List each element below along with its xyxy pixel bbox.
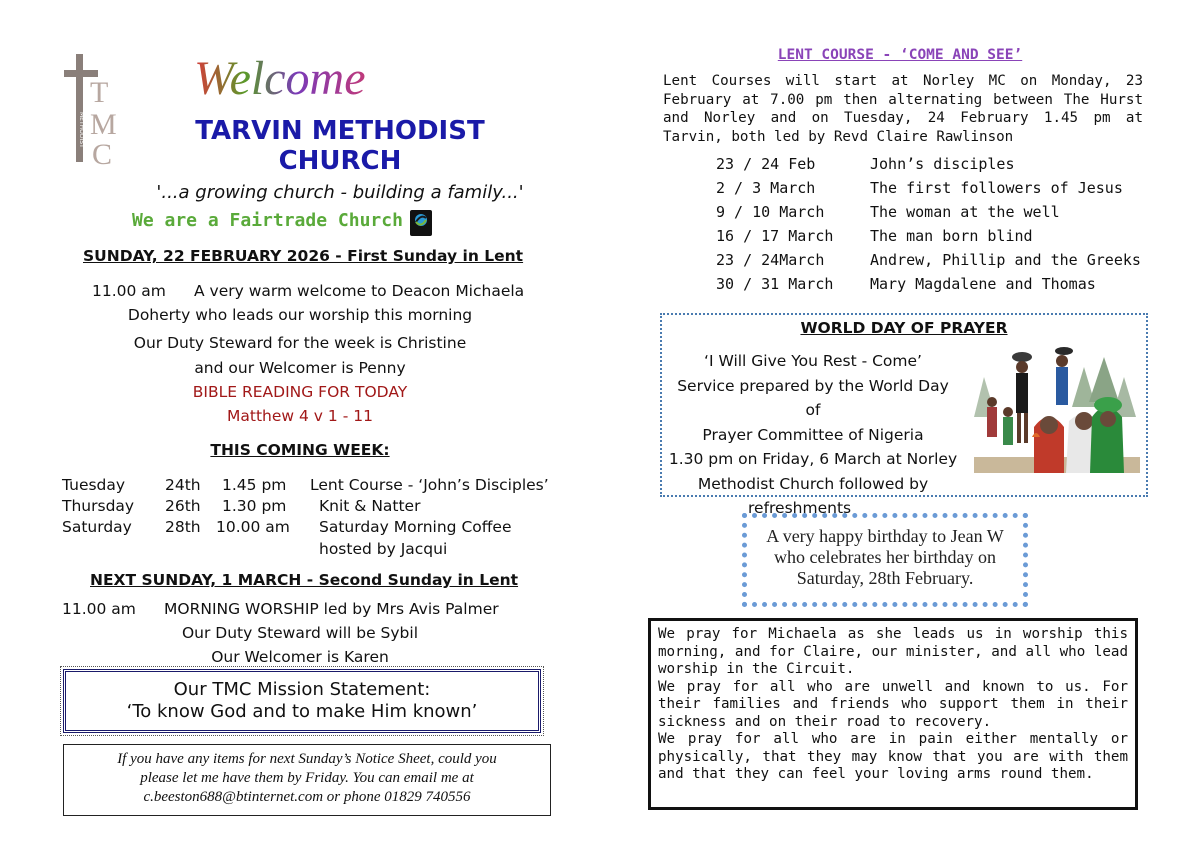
- world-day-line1: ‘I Will Give You Rest - Come’: [704, 352, 922, 370]
- svg-text:METHODIST: METHODIST: [78, 112, 85, 148]
- event-date: 26th: [165, 497, 201, 515]
- lent-session-topic: The woman at the well: [870, 203, 1060, 221]
- event-day: Tuesday: [62, 476, 126, 494]
- event-host: hosted by Jacqui: [319, 540, 448, 558]
- next-sunday-time: 11.00 am: [62, 600, 136, 618]
- lent-session-dates: 23 / 24 Feb: [716, 155, 816, 173]
- sunday-line1: A very warm welcome to Deacon Michaela: [194, 282, 525, 300]
- world-day-line2: Service prepared by the World Day of: [677, 376, 949, 419]
- lent-session-topic: The first followers of Jesus: [870, 179, 1123, 197]
- welcome-banner: [186, 42, 456, 112]
- prayer-paragraph: We pray for all who are unwell and known to us. For their families and friends who support them in their sickness and on their road to recovery.: [658, 678, 1128, 730]
- svg-text:T: T: [90, 76, 109, 109]
- church-name-line1: TARVIN METHODIST: [195, 116, 485, 146]
- fairtrade-icon: [410, 210, 432, 236]
- svg-text:C: C: [92, 138, 113, 167]
- birthday-line1: A very happy birthday to Jean W: [766, 526, 1004, 546]
- church-logo: [62, 52, 124, 167]
- welcome-word: Welcome: [194, 52, 366, 105]
- notice-sheet-box: [63, 744, 551, 816]
- lent-session-topic: Mary Magdalene and Thomas: [870, 275, 1096, 293]
- lent-session-topic: The man born blind: [870, 227, 1033, 245]
- week-heading: THIS COMING WEEK:: [210, 441, 390, 459]
- next-sunday-line1: MORNING WORSHIP led by Mrs Avis Palmer: [164, 600, 499, 618]
- notice-line3: c.beeston688@btinternet.com or phone 01829 740556: [143, 789, 471, 805]
- fairtrade-statement: We are a Fairtrade Church: [132, 210, 403, 231]
- next-sunday-line3: Our Welcomer is Karen: [211, 648, 389, 666]
- sunday-line3: Our Duty Steward for the week is Christine: [133, 334, 467, 352]
- church-name-line2: CHURCH: [278, 146, 402, 176]
- lent-session-dates: 2 / 3 March: [716, 179, 816, 197]
- notice-line2: please let me have them by Friday. You can email me at: [140, 770, 474, 786]
- mission-text: ‘To know God and to make Him known’: [126, 701, 478, 722]
- lent-session-dates: 23 / 24March: [716, 251, 825, 269]
- birthday-line2: who celebrates her birthday on: [774, 547, 996, 567]
- event-date: 28th: [165, 518, 201, 536]
- prayers-box: [648, 618, 1138, 810]
- notice-line1: If you have any items for next Sunday’s Notice Sheet, could you: [117, 751, 497, 767]
- world-day-text: [668, 349, 958, 521]
- birthday-line3: Saturday, 28th February.: [796, 568, 974, 588]
- event-day: Saturday: [62, 518, 132, 536]
- event-time: 1.45 pm: [222, 476, 287, 494]
- bible-reading-ref: Matthew 4 v 1 - 11: [227, 407, 373, 425]
- next-sunday-line2: Our Duty Steward will be Sybil: [181, 624, 419, 642]
- birthday-box: [742, 513, 1028, 607]
- world-day-title: WORLD DAY OF PRAYER: [800, 319, 1008, 337]
- tagline: '...a growing church - building a family...': [156, 182, 524, 203]
- sunday-time: 11.00 am: [92, 282, 166, 300]
- sunday-line4: and our Welcomer is Penny: [194, 359, 406, 377]
- lent-session-dates: 16 / 17 March: [716, 227, 834, 245]
- world-day-line3: Prayer Committee of Nigeria: [702, 425, 924, 444]
- lent-session-topic: Andrew, Phillip and the Greeks: [870, 251, 1141, 269]
- event-date: 24th: [165, 476, 201, 494]
- world-day-line5: Methodist Church followed by: [697, 474, 929, 493]
- church-name: [150, 116, 530, 176]
- event-name: Lent Course - ‘John’s Disciples’: [310, 476, 549, 494]
- lent-course-intro: Lent Courses will start at Norley MC on Monday, 23 February at 7.00 pm then alternating between The Hurst and Norley and on Tuesday, 24 February 1.45 pm at Tarvin, both led by Revd Claire Rawlinson: [663, 73, 1143, 145]
- mission-heading: Our TMC Mission Statement:: [173, 679, 431, 700]
- world-day-line4: 1.30 pm on Friday, 6 March at Norley: [668, 450, 958, 468]
- people-illustration: [974, 347, 1140, 477]
- sunday-heading: SUNDAY, 22 FEBRUARY 2026 - First Sunday in Lent: [83, 247, 524, 265]
- lent-course-title: LENT COURSE - ‘COME AND SEE’: [777, 47, 1023, 63]
- event-time: 1.30 pm: [222, 497, 287, 515]
- lent-session-topic: John’s disciples: [870, 155, 1015, 173]
- svg-text:M: M: [90, 108, 117, 141]
- lent-session-dates: 9 / 10 March: [716, 203, 825, 221]
- sunday-line2: Doherty who leads our worship this morning: [127, 306, 473, 324]
- prayer-paragraph: We pray for all who are in pain either mentally or physically, that they may know that you are with them and that they can feel your loving arms round them.: [658, 731, 1128, 782]
- next-sunday-heading: NEXT SUNDAY, 1 MARCH - Second Sunday in Lent: [90, 571, 519, 589]
- bible-reading-heading: BIBLE READING FOR TODAY: [192, 383, 408, 401]
- event-name: Knit & Natter: [319, 497, 421, 515]
- event-day: Thursday: [62, 497, 135, 515]
- event-time: 10.00 am: [216, 518, 290, 536]
- mission-statement-box: [63, 669, 541, 733]
- prayer-paragraph: We pray for Michaela as she leads us in worship this morning, and for Claire, our minister, and all who lead worship in the Circuit.: [658, 626, 1128, 677]
- event-name: Saturday Morning Coffee: [319, 518, 512, 536]
- world-day-of-prayer-box: [660, 313, 1148, 517]
- world-day-line6: refreshments: [748, 499, 852, 517]
- lent-session-dates: 30 / 31 March: [716, 275, 834, 293]
